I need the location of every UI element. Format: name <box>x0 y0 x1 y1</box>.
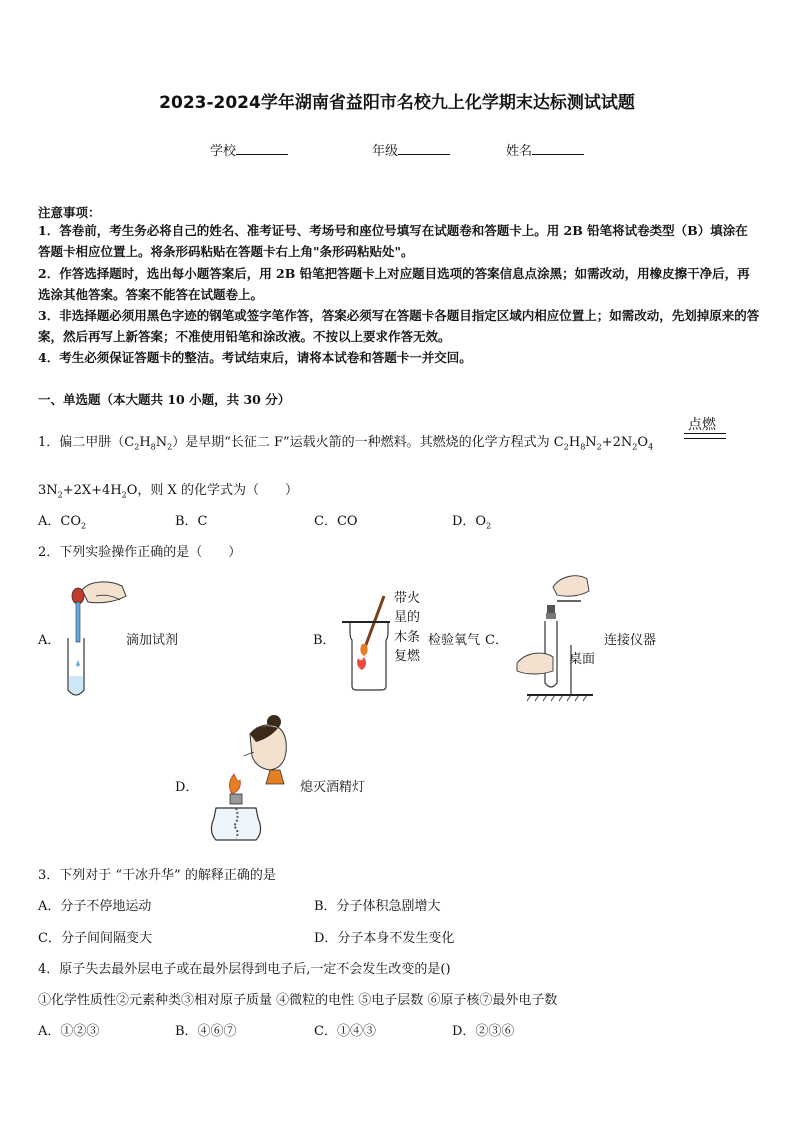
q2-c-text: 桌面 <box>569 652 596 667</box>
grade-field <box>372 140 450 159</box>
q4-items: ①化学性质性②元素种类③相对原子质量 ④微粒的电性 ⑤电子层数 ⑥原子核⑦最外电子数 <box>38 993 558 1008</box>
q2-b-text-1: 带火 <box>394 591 421 606</box>
q2-b-text-3: 木条 <box>394 630 421 645</box>
q1-option-a[interactable]: A．$CO_2$ <box>38 514 87 531</box>
notice-label: 注意事项： <box>38 205 101 220</box>
school-blank <box>236 142 288 155</box>
reaction-condition: 点燃 <box>688 417 716 433</box>
q3-option-b[interactable]: B．分子体积急剧增大 <box>314 899 441 914</box>
q1-option-d[interactable]: D．$O_2$ <box>452 514 492 531</box>
notice-item-2: 2．作答选择题时，选出每小题答案后，用 2B 铅笔把答题卡上对应题目选项的答案信息点涂黑；如需改动，用橡皮擦干净后，再选涂其他答案。答案不能答在试题卷上。 <box>38 266 750 302</box>
q2-option-d[interactable]: D． <box>175 780 199 795</box>
oxygen-test-figure <box>338 592 394 694</box>
q3-option-c[interactable]: C．分子间间隔变大 <box>38 931 152 946</box>
q2-a-label: 滴加试剂 <box>126 633 179 648</box>
q2-stem: 2．下列实验操作正确的是（ ） <box>38 545 242 560</box>
name-field <box>506 140 584 159</box>
q4-option-b[interactable]: B．④⑥⑦ <box>175 1024 237 1039</box>
q1-option-c[interactable]: C．CO <box>314 514 358 529</box>
alcohol-lamp-figure <box>200 712 296 850</box>
connect-apparatus-figure <box>513 571 597 703</box>
grade-label: 年级 <box>372 144 399 159</box>
school-field <box>210 140 288 159</box>
q2-d-label: 熄灭酒精灯 <box>300 780 366 795</box>
q4-option-d[interactable]: D．②③⑥ <box>452 1024 515 1039</box>
notice-item-3: 3．非选择题必须用黑色字迹的钢笔或签字笔作答，答案必须写在答题卡各题目指定区域内相应位置上；如需改动，先划掉原来的答案，然后再写上新答案；不准使用铅笔和涂改液。不按以上要求作答无效。 <box>38 308 760 344</box>
q1-stem: 1．偏二甲肼$(C_2H_8N_2)$是早期“长征二 F”运载火箭的一种燃料。其燃烧的化学方程式为 $C_2H_8N_2+2N_2O_4$ <box>38 435 654 452</box>
q2-option-c[interactable]: C． <box>485 633 508 648</box>
q2-c-label: 连接仪器 <box>604 633 657 648</box>
dropper-test-tube-figure <box>60 578 130 700</box>
q2-b-text-4: 复燃 <box>394 649 421 664</box>
section-heading: 一、单选题（本大题共 10 小题，共 30 分） <box>38 392 291 407</box>
q3-option-a[interactable]: A．分子不停地运动 <box>38 899 152 914</box>
q3-option-d[interactable]: D．分子本身不发生变化 <box>314 931 455 946</box>
q1-option-b[interactable]: B．C <box>175 514 208 529</box>
q2-option-a[interactable]: A． <box>38 633 61 648</box>
grade-blank <box>398 142 450 155</box>
q4-stem: 4．原子失去最外层电子或在最外层得到电子后,一定不会发生改变的是() <box>38 962 451 977</box>
q4-option-a[interactable]: A．①②③ <box>38 1024 100 1039</box>
notice-item-4: 4．考生必须保证答题卡的整洁。考试结束后，请将本试卷和答题卡一并交回。 <box>38 350 472 365</box>
page-title: 2023-2024学年湖南省益阳市名校九上化学期末达标测试试题 <box>159 93 635 113</box>
q3-stem: 3．下列对于 “干冰升华” 的解释正确的是 <box>38 868 276 883</box>
name-label: 姓名 <box>506 144 533 159</box>
q1-stem-line2: $3N_2+2X+4H_2O$，则 X 的化学式为（ ） <box>38 483 298 500</box>
name-blank <box>532 142 584 155</box>
q2-option-b[interactable]: B． <box>313 633 336 648</box>
q2-b-label: 检验氧气 <box>428 633 481 648</box>
q4-option-c[interactable]: C．①④③ <box>314 1024 376 1039</box>
notice-item-1: 1．答卷前，考生务必将自己的姓名、准考证号、考场号和座位号填写在试题卷和答题卡上。用 2B 铅笔将试卷类型（B）填涂在答题卡相应位置上。将条形码粘贴在答题卡右上角"条形码粘贴处"。 <box>38 223 748 259</box>
q2-b-text-2: 星的 <box>394 610 421 625</box>
equals-sign <box>684 433 726 439</box>
school-label: 学校 <box>210 144 237 159</box>
